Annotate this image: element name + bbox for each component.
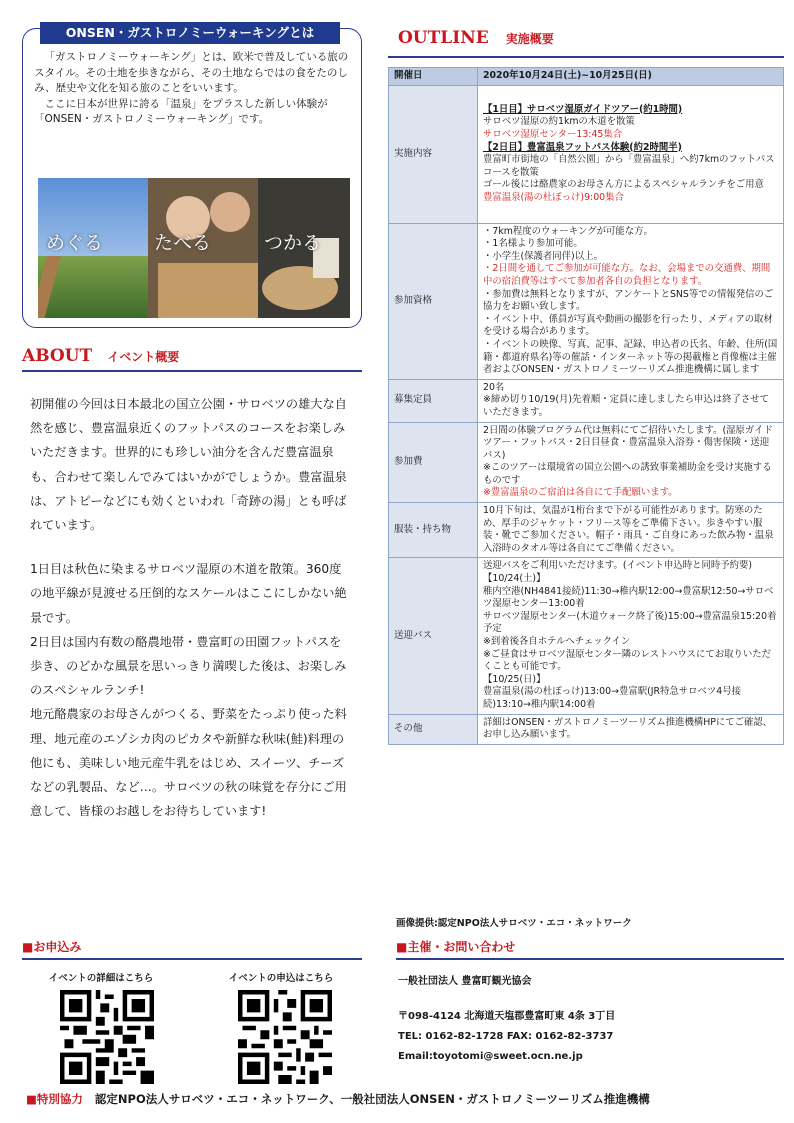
about-title: ABOUT bbox=[22, 346, 93, 366]
row-label: 開催日 bbox=[389, 68, 478, 86]
intro-paragraph: 「ガストロノミーウォーキング」とは、欧米で普及している旅のスタイル。その土地を歩きながら、その土地ならではの食をたのしみ、歴史や文化を知る旅のことをいいます。 bbox=[34, 51, 349, 94]
qual-line: ・イベントの映像、写真、記事、記録、申込者の氏名、年齢、住所(国籍・都道府県名)等の催話・インターネット等の掲載権と肖像権は主催者およびONSEN・ガストロノミーツーリズム推進機構に属します bbox=[483, 338, 778, 376]
intro-photo-collage bbox=[38, 178, 350, 318]
table-row bbox=[389, 85, 784, 223]
address: 〒098-4124 北海道天塩郡豊富町東 4条 3丁目 bbox=[398, 1011, 616, 1022]
footer-text: 認定NPO法人サロベツ・エコ・ネットワーク、一般社団法人ONSEN・ガストロノミーツーリズム推進機構 bbox=[94, 1092, 650, 1106]
detail-qr-code[interactable] bbox=[60, 990, 154, 1088]
bus-line: 豊富温泉(湯の杜ぽっけ)13:00→豊富駅(JR特急サロベツ4号接続)13:10→稚内駅14:00着 bbox=[483, 686, 741, 710]
email[interactable]: Email:toyotomi@sweet.ocn.ne.jp bbox=[398, 1051, 583, 1062]
day2-heading: 【2日目】豊富温泉フットパス体験(約2時間半) bbox=[483, 141, 682, 153]
outline-rule bbox=[388, 56, 784, 58]
day1-description: サロベツ湿原の約1kmの木道を散策 bbox=[483, 116, 635, 128]
qr-code-icon bbox=[60, 990, 154, 1084]
day2-meeting: 豊富温泉(湯の杜ぽっけ)9:00集合 bbox=[483, 191, 624, 203]
intro-paragraph: ここに日本が世界に誇る「温泉」をプラスした新しい体験が「ONSEN・ガストロノミーウォーキング」です。 bbox=[34, 97, 328, 125]
photo-caption: たべる bbox=[154, 232, 212, 254]
about-paragraph: 地元酪農家のお母さんがつくる、野菜をたっぷり使った料理、地元産のエゾシカ肉のピカタや新鮮な秋味(鮭)料理の他にも、美味しい地元産牛乳をはじめ、スイーツ、チーズなどの乳製品、など…。サロベツの秋の味覚を存分にご用意して、皆様のお越しをお待ちしています! bbox=[30, 707, 347, 819]
row-label: その他 bbox=[389, 714, 478, 744]
contact-title: ■主催・お問い合わせ bbox=[396, 940, 516, 954]
qual-line: ・2日間を通してご参加が可能な方。なお、会場までの交通費、期間中の宿泊費等はすべて参加者各自の負担となります。 bbox=[483, 263, 771, 287]
spacer bbox=[30, 537, 352, 557]
row-label: 参加資格 bbox=[389, 223, 478, 379]
row-value: 詳細はONSEN・ガストロノミーツーリズム推進機構HPにてご確認、お申し込み願います。 bbox=[478, 714, 784, 744]
intro-text bbox=[34, 50, 352, 128]
qual-line: ・7km程度のウォーキングが可能な方。 bbox=[483, 225, 653, 237]
row-value bbox=[478, 558, 784, 714]
qual-line: ・参加費は無料となりますが、アンケートとSNS等での情報発信のご協力をお願い致します。 bbox=[483, 288, 774, 313]
table-row bbox=[389, 503, 784, 558]
fee-line: ※豊富温泉のご宿泊は各自にて手配願います。 bbox=[483, 487, 678, 499]
bus-line: サロベツ湿原センター(木道ウォーク終了後)15:00→豊富温泉15:20着予定 bbox=[483, 610, 777, 635]
about-rule bbox=[22, 370, 362, 372]
row-value bbox=[478, 379, 784, 422]
bus-line: 【10/25(日)】 bbox=[483, 673, 546, 685]
day2-description: ゴール後には酪農家のお母さん方によるスペシャルランチをご用意 bbox=[483, 179, 764, 191]
apply-title: ■お申込み bbox=[22, 940, 82, 954]
row-label: 送迎バス bbox=[389, 558, 478, 714]
outline-subtitle: 実施概要 bbox=[505, 32, 554, 46]
table-row bbox=[389, 379, 784, 422]
row-value bbox=[478, 85, 784, 223]
bus-line: ※ご昼食はサロベツ湿原センター隣のレストハウスにてお取りいただくことも可能です。 bbox=[483, 648, 771, 673]
outline-title: OUTLINE bbox=[398, 28, 489, 48]
image-credit: 画像提供:認定NPO法人サロベツ・エコ・ネットワーク bbox=[396, 918, 632, 929]
table-row bbox=[389, 68, 784, 86]
capacity-line: 20名 bbox=[483, 381, 505, 393]
about-paragraph: 1日目は秋色に染まるサロベツ湿原の木道を散策。360度の地平線が見渡せる圧倒的なスケールはここにしかない絶景です。 bbox=[30, 562, 347, 625]
about-paragraph: 2日目は国内有数の酪農地帯・豊富町の田園フットパスを歩き、のどかな風景を思いっきり満喫した後は、お楽しみのスペシャルランチ! bbox=[30, 634, 347, 698]
fee-line: ※このツアーは環境省の国立公園への誘致事業補助金を受け実施するものです bbox=[483, 462, 772, 486]
row-label: 実施内容 bbox=[389, 85, 478, 223]
table-row bbox=[389, 223, 784, 379]
qr-code-icon bbox=[238, 990, 332, 1084]
qual-line: ・イベント中、係員が写真や動画の撮影を行ったり、メディアの取材を受ける場合があります。 bbox=[483, 313, 773, 338]
phone-fax: TEL: 0162-82-1728 FAX: 0162-82-3737 bbox=[398, 1031, 614, 1042]
bus-line: 稚内空港(NH4841接続)11:30→稚内駅12:00→豊富駅12:50→サロベツ湿原センター13:00着 bbox=[483, 585, 774, 610]
footer bbox=[26, 1091, 786, 1107]
capacity-line: ※締め切り10/19(月)先着順・定員に達しましたら申込は終了させていただきます。 bbox=[483, 394, 769, 418]
bus-line: 送迎バスをご利用いただけます。(イベント申込時と同時予約要) bbox=[483, 560, 753, 572]
contact-rule bbox=[396, 958, 784, 960]
table-row bbox=[389, 558, 784, 714]
table-row bbox=[389, 422, 784, 503]
apply-label: イベントの申込はこちら bbox=[228, 973, 334, 984]
photo-caption: めぐる bbox=[46, 232, 104, 254]
about-header bbox=[22, 346, 179, 366]
bus-line: 【10/24(土)】 bbox=[483, 573, 546, 585]
event-date: 2020年10月24日(土)~10月25日(日) bbox=[478, 68, 784, 86]
apply-qr-code[interactable] bbox=[238, 990, 332, 1088]
about-paragraph: 初開催の今回は日本最北の国立公園・サロベツの雄大な自然を感じ、豊富温泉近くのフットパスのコースをお楽しみいただきます。世界的にも珍しい油分を含んだ豊富温泉も、合わせて楽しんでみてはいかがでしょうか。豊富温泉は、アトピーなどにも効くといわれ「奇跡の湯」とも呼ばれています。 bbox=[30, 397, 347, 533]
row-label: 募集定員 bbox=[389, 379, 478, 422]
footer-label: ■特別協力 bbox=[26, 1092, 83, 1106]
organizer-name: 一般社団法人 豊富町観光協会 bbox=[398, 976, 532, 987]
detail-label: イベントの詳細はこちら bbox=[48, 973, 154, 984]
intro-heading: ONSEN・ガストロノミーウォーキングとは bbox=[40, 22, 340, 44]
qual-line: ・1名様より参加可能。 bbox=[483, 238, 583, 250]
apply-rule bbox=[22, 958, 362, 960]
outline-header bbox=[398, 28, 554, 48]
fee-line: 2日間の体験プログラム代は無料にてご招待いたします。(湿原ガイドツアー・フットパス・2日目昼食・豊富温泉入浴券・傷害保険・送迎バス) bbox=[483, 424, 773, 461]
row-value bbox=[478, 223, 784, 379]
outline-table bbox=[388, 67, 784, 745]
table-row bbox=[389, 714, 784, 744]
contact-block bbox=[398, 972, 778, 1071]
photo-caption: つかる bbox=[264, 232, 322, 254]
day1-meeting: サロベツ湿原センター13:45集合 bbox=[483, 128, 623, 140]
row-label: 服装・持ち物 bbox=[389, 503, 478, 558]
about-text bbox=[30, 392, 352, 823]
day2-description: 豊富町市街地の「自然公園」から「豊富温泉」へ約7kmのフットパスコースを散策 bbox=[483, 154, 775, 178]
day1-heading: 【1日目】サロベツ湿原ガイドツアー(約1時間) bbox=[483, 103, 683, 115]
bus-line: ※到着後各自ホテルへチェックイン bbox=[483, 636, 631, 647]
row-label: 参加費 bbox=[389, 422, 478, 503]
about-subtitle: イベント概要 bbox=[107, 350, 180, 364]
qual-line: ・小学生(保護者同伴)以上。 bbox=[483, 250, 603, 262]
row-value: 10月下旬は、気温が1桁台まで下がる可能性があります。防寒のため、厚手のジャケット・フリース等をご準備下さい。歩きやすい服装・靴でご参加ください。帽子・雨具・ご自身にあった飲み物・温泉入浴時のタオル等は各自にてご準備ください。 bbox=[478, 503, 784, 558]
row-value bbox=[478, 422, 784, 503]
